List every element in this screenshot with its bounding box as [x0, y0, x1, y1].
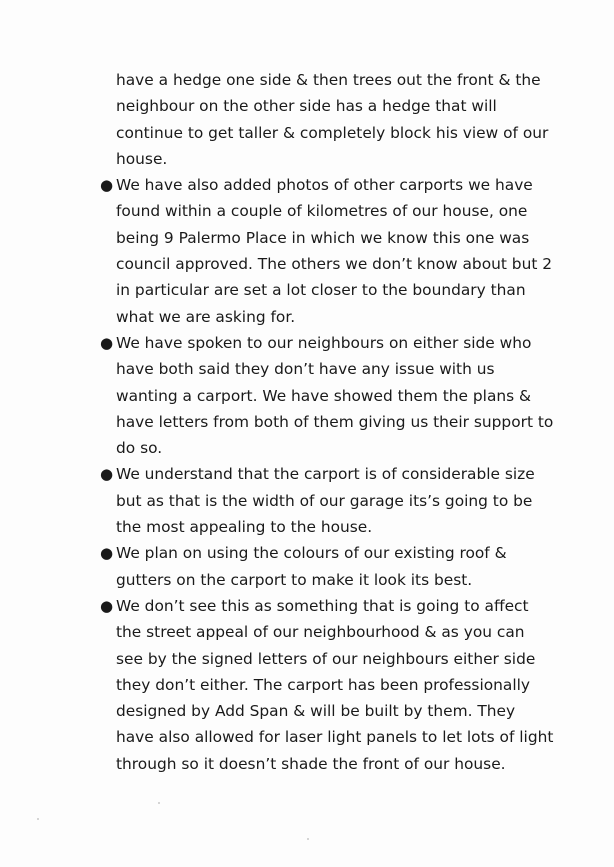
- bullet-item: [100, 461, 556, 540]
- bullet-item: [100, 540, 556, 593]
- bullet-icon: ●: [100, 333, 114, 352]
- intro-paragraph: have a hedge one side & then trees out the front & the neighbour on the other side has a hedge that will continue to get taller & completely block his view of our house.: [116, 71, 549, 168]
- scan-speck: [158, 802, 160, 804]
- page-body: [100, 67, 556, 777]
- bullet-text: We have also added photos of other carports we have found within a couple of kilometres of our house, one being 9 Palermo Place in which we know this one was council approved. The others we don’t know about but 2 in particular are set a lot closer to the boundary than what we are asking for.: [116, 176, 553, 326]
- bullet-icon: ●: [100, 544, 114, 563]
- bullet-icon: ●: [100, 596, 114, 615]
- bullet-text: We don’t see this as something that is going to affect the street appeal of our neighbourhood & as you can see by the signed letters of our neighbours either side they don’t either. The carport has been professionally designed by Add Span & will be built by them. They have also allowed for laser light panels to let lots of light through so it doesn’t shade the front of our house.: [116, 596, 554, 773]
- bullet-list: [100, 172, 556, 777]
- bullet-text: We understand that the carport is of considerable size but as that is the width of our garage its’s going to be the most appealing to the house.: [116, 465, 535, 537]
- bullet-text: We have spoken to our neighbours on either side who have both said they don’t have any issue with us wanting a carport. We have showed them the plans & have letters from both of them giving us their support to do so.: [116, 333, 554, 458]
- scan-speck: [37, 818, 39, 820]
- bullet-item: [100, 172, 556, 330]
- bullet-item: [100, 593, 556, 777]
- bullet-icon: ●: [100, 465, 114, 484]
- bullet-item: [100, 330, 556, 461]
- scan-speck: [307, 838, 309, 840]
- bullet-icon: ●: [100, 176, 114, 195]
- bullet-text: We plan on using the colours of our existing roof & gutters on the carport to make it look its best.: [116, 544, 507, 589]
